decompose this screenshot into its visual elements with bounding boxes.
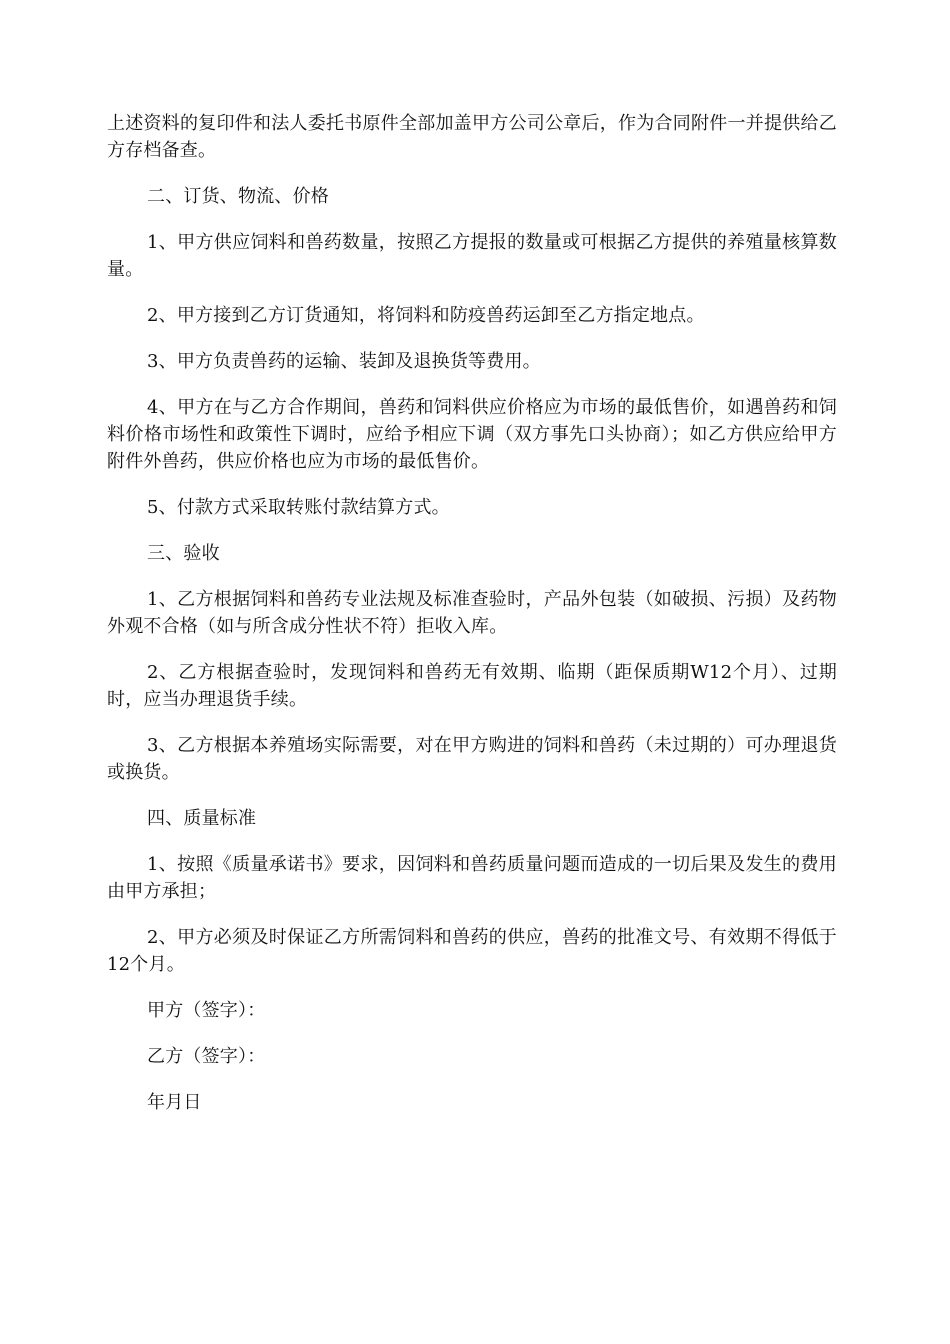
paragraph-inspection-3: 3、乙方根据本养殖场实际需要，对在甲方购进的饲料和兽药（未过期的）可办理退货或换货。 [107, 735, 837, 783]
paragraph-quality-1: 1、按照《质量承诺书》要求，因饲料和兽药质量问题而造成的一切后果及发生的费用由甲方承担； [107, 854, 837, 902]
section-heading-inspection: 三、验收 [147, 543, 220, 564]
paragraph-inspection-2: 2、乙方根据查验时，发现饲料和兽药无有效期、临期（距保质期W12个月）、过期时，应当办理退货手续。 [107, 662, 837, 710]
paragraph-ordering-4: 4、甲方在与乙方合作期间，兽药和饲料供应价格应为市场的最低售价，如遇兽药和饲料价格市场性和政策性下调时，应给予相应下调（双方事先口头协商）；如乙方供应给甲方附件外兽药，供应价格也应为市场的最低售价。 [107, 397, 837, 472]
signature-party-a: 甲方（签字）： [147, 1000, 266, 1021]
paragraph-attachments: 上述资料的复印件和法人委托书原件全部加盖甲方公司公章后，作为合同附件一并提供给乙方存档备查。 [107, 113, 837, 161]
paragraph-ordering-3: 3、甲方负责兽药的运输、装卸及退换货等费用。 [147, 351, 541, 372]
section-heading-ordering: 二、订货、物流、价格 [147, 186, 329, 207]
paragraph-ordering-1: 1、甲方供应饲料和兽药数量，按照乙方提报的数量或可根据乙方提供的养殖量核算数量。 [107, 232, 837, 280]
paragraph-ordering-2: 2、甲方接到乙方订货通知，将饲料和防疫兽药运卸至乙方指定地点。 [147, 305, 705, 326]
section-heading-quality: 四、质量标准 [147, 808, 257, 829]
date-line: 年月日 [147, 1092, 202, 1113]
paragraph-ordering-5: 5、付款方式采取转账付款结算方式。 [147, 497, 450, 518]
document-body [107, 110, 837, 1135]
signature-party-b: 乙方（签字）： [147, 1046, 266, 1067]
paragraph-inspection-1: 1、乙方根据饲料和兽药专业法规及标准查验时，产品外包装（如破损、污损）及药物外观不合格（如与所含成分性状不符）拒收入库。 [107, 589, 837, 637]
paragraph-quality-2: 2、甲方必须及时保证乙方所需饲料和兽药的供应，兽药的批准文号、有效期不得低于12个月。 [107, 927, 837, 975]
